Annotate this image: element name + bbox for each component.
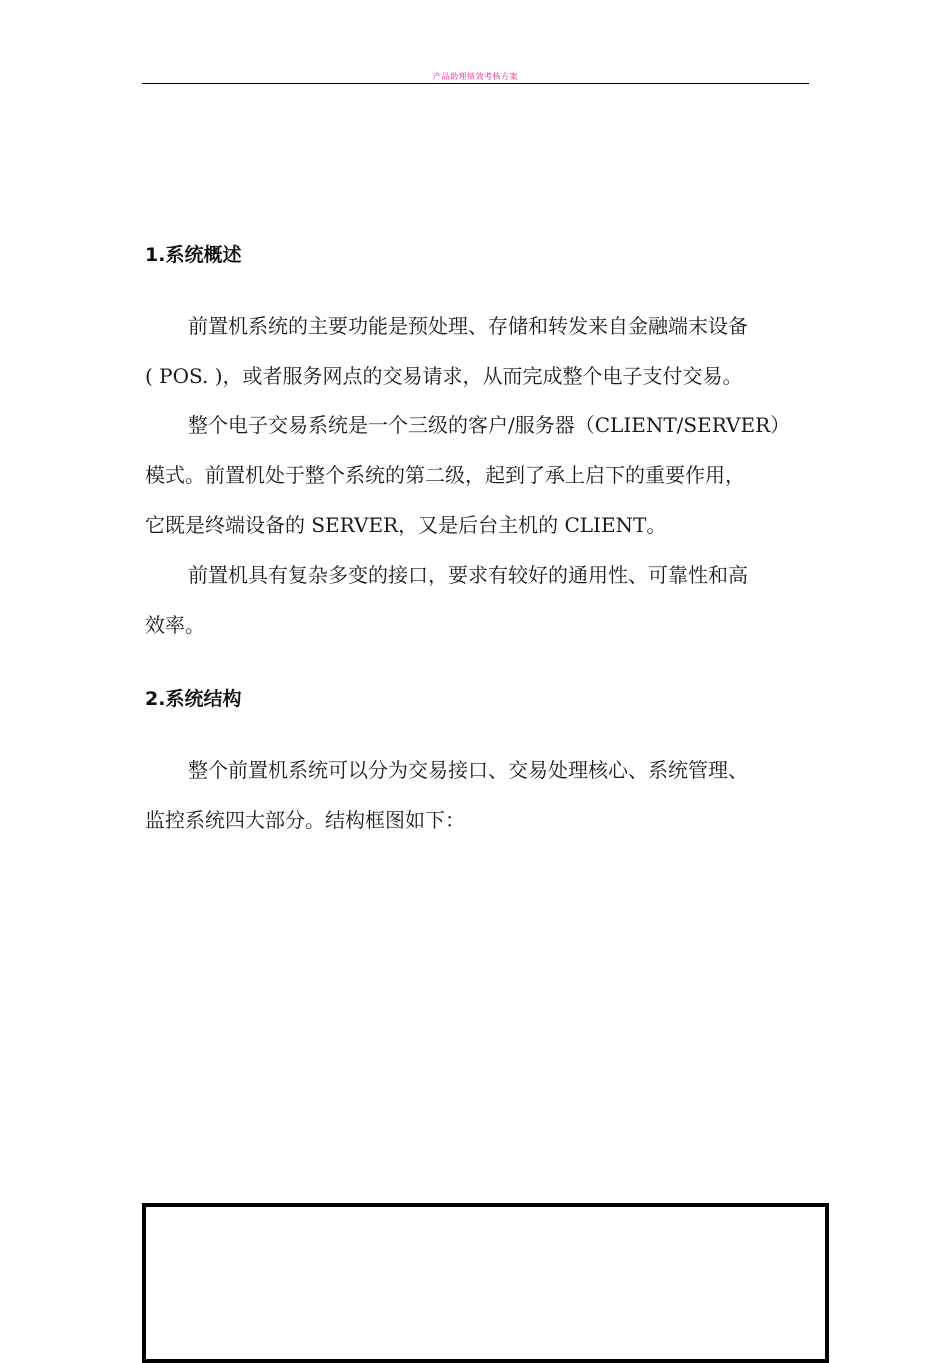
paragraph-line: 整个电子交易系统是一个三级的客户/服务器（CLIENT/SERVER） xyxy=(188,413,791,437)
header-title: 产品助理绩效考核方案 xyxy=(433,72,518,81)
section-heading-structure: 2.系统结构 xyxy=(145,688,242,710)
paragraph-line: 前置机系统的主要功能是预处理、存储和转发来自金融端末设备 xyxy=(188,314,748,338)
paragraph-line: 监控系统四大部分。结构框图如下： xyxy=(145,808,465,832)
paragraph-line: 整个前置机系统可以分为交易接口、交易处理核心、系统管理、 xyxy=(188,758,748,782)
page-header xyxy=(142,64,809,84)
paragraph-line: ( POS. )，或者服务网点的交易请求，从而完成整个电子支付交易。 xyxy=(145,364,743,388)
paragraph-line: 效率。 xyxy=(145,613,205,637)
paragraph-line: 前置机具有复杂多变的接口，要求有较好的通用性、可靠性和高 xyxy=(188,563,748,587)
section-heading-overview: 1.系统概述 xyxy=(145,244,242,266)
paragraph-line: 模式。前置机处于整个系统的第二级，起到了承上启下的重要作用， xyxy=(145,463,745,487)
structure-diagram-frame xyxy=(142,1203,829,1363)
paragraph-line: 它既是终端设备的 SERVER，又是后台主机的 CLIENT。 xyxy=(145,513,667,537)
